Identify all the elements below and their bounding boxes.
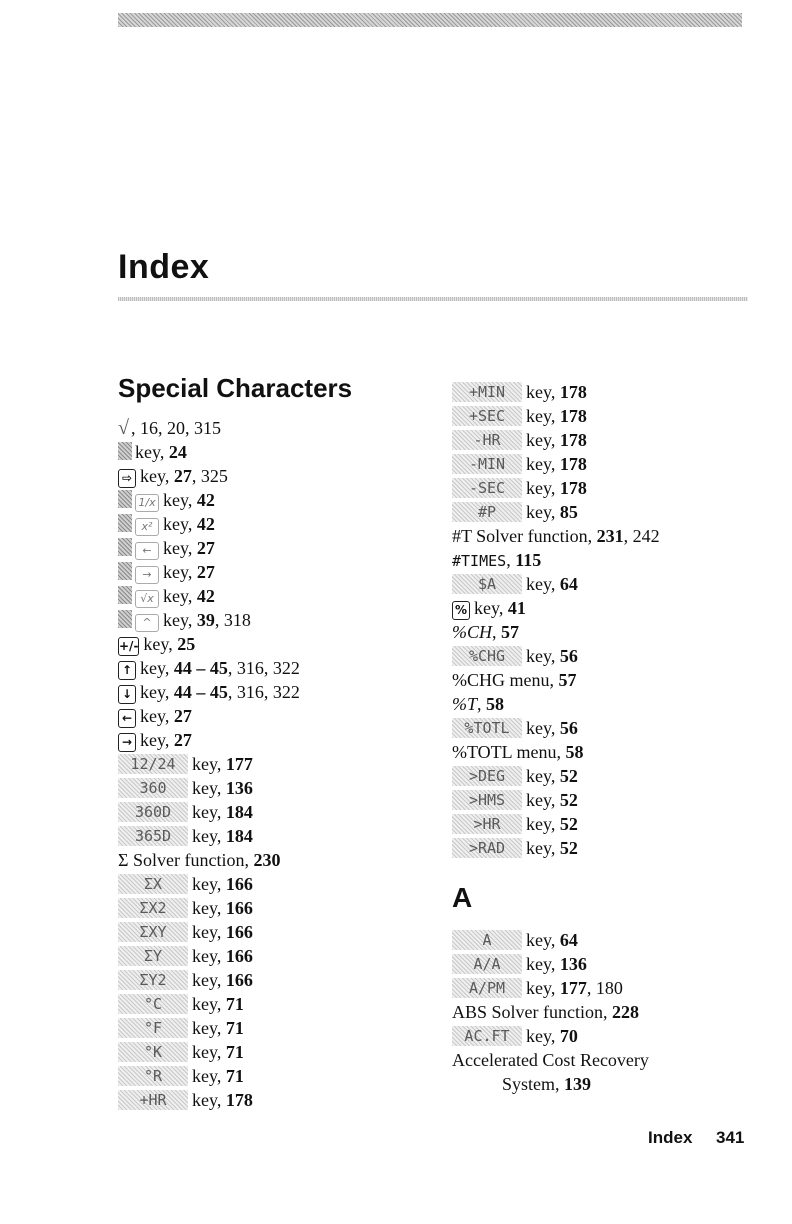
key-icon: → [118,733,136,752]
key-word: key, [474,598,508,618]
key-word: key, [163,490,197,510]
page-refs: 178 [559,382,587,402]
index-entry [452,500,752,524]
key-word: key, [192,754,226,774]
page-refs-extra: , 325 [191,466,228,486]
page-refs: 230 [253,850,281,870]
key-word: key, [192,946,226,966]
index-entry [118,416,418,440]
index-entry [118,968,418,992]
key-word: key, [163,538,197,558]
function-key: ^ [135,614,159,632]
index-list-left [118,416,418,1112]
menu-key: 12/24 [118,754,188,774]
key-word: key, [526,930,560,950]
entry-term: %CH [452,622,492,642]
page-refs-extra: , 318 [214,610,251,630]
page-refs: 184 [225,802,253,822]
index-entry [452,476,752,500]
page-refs: 58 [565,742,584,762]
index-entry [118,584,418,608]
key-word: key, [192,922,226,942]
index-entry [118,752,418,776]
page-refs: 85 [559,502,578,522]
page-refs-extra: , 316, 322 [227,658,300,678]
index-list-a [452,928,752,1096]
menu-key: ΣY [118,946,188,966]
menu-key: $A [452,574,522,594]
page-refs: 177 [225,754,253,774]
key-word: key, [140,466,174,486]
page-refs: 27 [173,466,192,486]
page-refs-extra: , 316, 322 [227,682,300,702]
menu-key: >HMS [452,790,522,810]
page-refs: 166 [225,922,253,942]
section-heading-a: A [452,882,473,913]
index-entry [118,608,418,632]
page-refs: 44 – 45 [173,658,228,678]
key-word: key, [526,646,560,666]
key-word: key, [526,954,560,974]
page-refs: 52 [559,766,578,786]
key-word: key, [526,430,560,450]
page-refs: 64 [559,574,578,594]
page-refs-extra: , 242 [623,526,660,546]
page-refs: 52 [559,790,578,810]
index-entry [452,716,752,740]
index-entry [118,1016,418,1040]
key-word: key, [526,502,560,522]
index-entry [118,920,418,944]
index-entry [452,644,752,668]
key-word: key, [526,838,560,858]
key-word: key, [140,658,174,678]
key-word: key, [526,454,560,474]
page-refs: 166 [225,946,253,966]
key-word: key, [192,898,226,918]
page-refs: 42 [196,490,215,510]
key-word: key, [192,874,226,894]
menu-key: -MIN [452,454,522,474]
page-refs: 115 [515,550,542,570]
page-refs: 178 [559,478,587,498]
menu-key: ΣXY [118,922,188,942]
page-refs: 27 [196,538,215,558]
shift-key-icon [118,562,132,580]
page-refs: 27 [196,562,215,582]
page-refs: 24 [168,442,187,462]
key-word: key, [192,778,226,798]
menu-key: A/A [452,954,522,974]
key-word: key, [192,994,226,1014]
index-entry [452,812,752,836]
menu-key: >DEG [452,766,522,786]
key-word: key, [192,1090,226,1110]
menu-key: AC.FT [452,1026,522,1046]
entry-term: %T [452,694,478,714]
function-key: ← [135,542,159,560]
page-refs: 166 [225,970,253,990]
key-word: key, [163,562,197,582]
key-icon: ↓ [118,685,136,704]
page-refs: 39 [196,610,215,630]
page-refs: 136 [559,954,587,974]
index-entry [452,1048,752,1072]
page-refs: 184 [225,826,253,846]
shift-key-icon [118,442,132,460]
entry-text: Σ Solver function, [118,850,254,870]
page-refs: 71 [225,1018,244,1038]
page-refs: 228 [612,1002,639,1022]
page-refs: 52 [559,838,578,858]
page-refs: 57 [501,622,519,642]
page-refs: 178 [225,1090,253,1110]
menu-key: 365D [118,826,188,846]
index-entry [118,632,418,656]
index-entry [118,1040,418,1064]
index-entry: %CH, 57 [452,622,519,642]
index-entry [118,896,418,920]
entry-text: #T Solver function, [452,526,597,546]
page-number: 341 [716,1128,745,1147]
menu-key: °K [118,1042,188,1062]
menu-key: ΣY2 [118,970,188,990]
menu-key: °C [118,994,188,1014]
index-entry [452,1024,752,1048]
section-heading-special: Special Characters [118,373,353,403]
index-entry [452,976,752,1000]
key-word: key, [526,766,560,786]
key-icon: ⇨ [118,469,136,488]
entry-text: Accelerated Cost Recovery [452,1050,649,1070]
key-word: key, [140,706,174,726]
index-entry [118,488,418,512]
checkmark-icon: √ [118,417,129,439]
page-refs: 139 [564,1074,592,1094]
key-word: key, [526,790,560,810]
index-entry [118,1088,418,1112]
index-entry [452,764,752,788]
shift-key-icon [118,538,132,556]
function-key: x² [135,518,159,536]
key-word: key, [526,478,560,498]
page-refs: 57 [558,670,577,690]
page-refs: 231 [596,526,624,546]
shift-key-icon [118,586,132,604]
index-entry [452,952,752,976]
footer-label: Index [648,1128,693,1147]
index-entry [118,536,418,560]
menu-key: -SEC [452,478,522,498]
key-word: key, [140,682,174,702]
function-key: → [135,566,159,584]
menu-key: %CHG [452,646,522,666]
index-entry [452,524,752,548]
menu-key: +HR [118,1090,188,1110]
key-word: key, [192,1066,226,1086]
index-entry [452,380,752,404]
entry-term: #TIMES [452,552,507,570]
menu-key: +MIN [452,382,522,402]
index-entry [118,680,418,704]
function-key: 1/x [135,494,159,512]
menu-key: -HR [452,430,522,450]
key-icon: ↑ [118,661,136,680]
page-refs: 71 [225,1066,244,1086]
index-entry [118,800,418,824]
menu-key: >HR [452,814,522,834]
key-word: key, [192,1018,226,1038]
page-refs: 166 [225,898,253,918]
page-refs-extra: , 180 [586,978,623,998]
menu-key: ΣX2 [118,898,188,918]
index-entry [452,836,752,860]
index-entry [452,1000,752,1024]
menu-key: °R [118,1066,188,1086]
page-refs: 71 [225,994,244,1014]
key-word: key, [526,1026,560,1046]
index-entry [452,452,752,476]
page-refs: 56 [559,718,578,738]
function-key: √x [135,590,159,608]
entry-text: %CHG menu, [452,670,559,690]
key-word: key, [140,730,174,750]
key-word: key, [135,442,169,462]
key-word: key, [526,406,560,426]
menu-key: #P [452,502,522,522]
index-entry [118,704,418,728]
page-refs: 27 [173,706,192,726]
index-entry [118,512,418,536]
page-refs: 64 [559,930,578,950]
index-entry [118,776,418,800]
index-entry [452,1072,752,1096]
menu-key: 360 [118,778,188,798]
key-icon: +/- [118,637,139,656]
key-word: key, [192,1042,226,1062]
page-refs: 178 [559,430,587,450]
page-refs: 177 [559,978,587,998]
left-column [118,372,418,1112]
page-title: Index [118,248,210,286]
key-word: key, [143,634,178,654]
key-word: key, [192,970,226,990]
key-word: key, [192,802,226,822]
menu-key: 360D [118,802,188,822]
entry-text: %TOTL menu, [452,742,566,762]
page-refs: 44 – 45 [173,682,228,702]
page-refs: 71 [225,1042,244,1062]
index-entry [118,560,418,584]
index-entry [118,656,418,680]
index-entry: #TIMES, 115 [452,550,542,570]
key-word: key, [526,574,560,594]
menu-key: ΣX [118,874,188,894]
index-entry [118,944,418,968]
index-entry [452,740,752,764]
index-entry: %T, 58 [452,694,505,714]
index-entry [118,992,418,1016]
index-entry [118,728,418,752]
entry-text: System, [502,1074,565,1094]
index-entry [452,428,752,452]
key-word: key, [526,382,560,402]
index-entry [452,668,752,692]
index-entry [452,596,752,620]
page-refs: 136 [225,778,253,798]
index-entry [452,404,752,428]
entry-text: , 16, 20, 315 [130,418,221,438]
index-entry [118,464,418,488]
index-list-right [452,380,752,860]
shift-key-icon [118,610,132,628]
page-refs: 27 [173,730,192,750]
key-word: key, [192,826,226,846]
key-word: key, [526,814,560,834]
page-refs: 25 [177,634,196,654]
header-bar [118,13,742,27]
page-refs: 42 [196,514,215,534]
index-entry [452,788,752,812]
page-refs: 70 [559,1026,578,1046]
menu-key: A [452,930,522,950]
index-entry [118,872,418,896]
page-refs: 178 [559,406,587,426]
key-word: key, [163,514,197,534]
right-column [452,380,752,1096]
key-word: key, [526,978,560,998]
key-word: key, [526,718,560,738]
menu-key: >RAD [452,838,522,858]
menu-key: °F [118,1018,188,1038]
key-icon: % [452,601,470,620]
index-entry [118,1064,418,1088]
key-word: key, [163,586,197,606]
key-word: key, [163,610,197,630]
menu-key: %TOTL [452,718,522,738]
shift-key-icon [118,490,132,508]
page-refs: 56 [559,646,578,666]
page-refs: 166 [225,874,253,894]
entry-text: ABS Solver function, [452,1002,612,1022]
index-entry [452,928,752,952]
page-refs: 178 [559,454,587,474]
title-rule [118,297,748,301]
menu-key: +SEC [452,406,522,426]
index-entry [118,848,418,872]
index-entry [118,824,418,848]
page-refs: 58 [486,694,505,714]
page-refs: 52 [559,814,578,834]
page-refs: 41 [507,598,526,618]
index-entry [118,440,418,464]
index-entry [452,572,752,596]
shift-key-icon [118,514,132,532]
key-icon: ← [118,709,136,728]
page-refs: 42 [196,586,215,606]
menu-key: A/PM [452,978,522,998]
